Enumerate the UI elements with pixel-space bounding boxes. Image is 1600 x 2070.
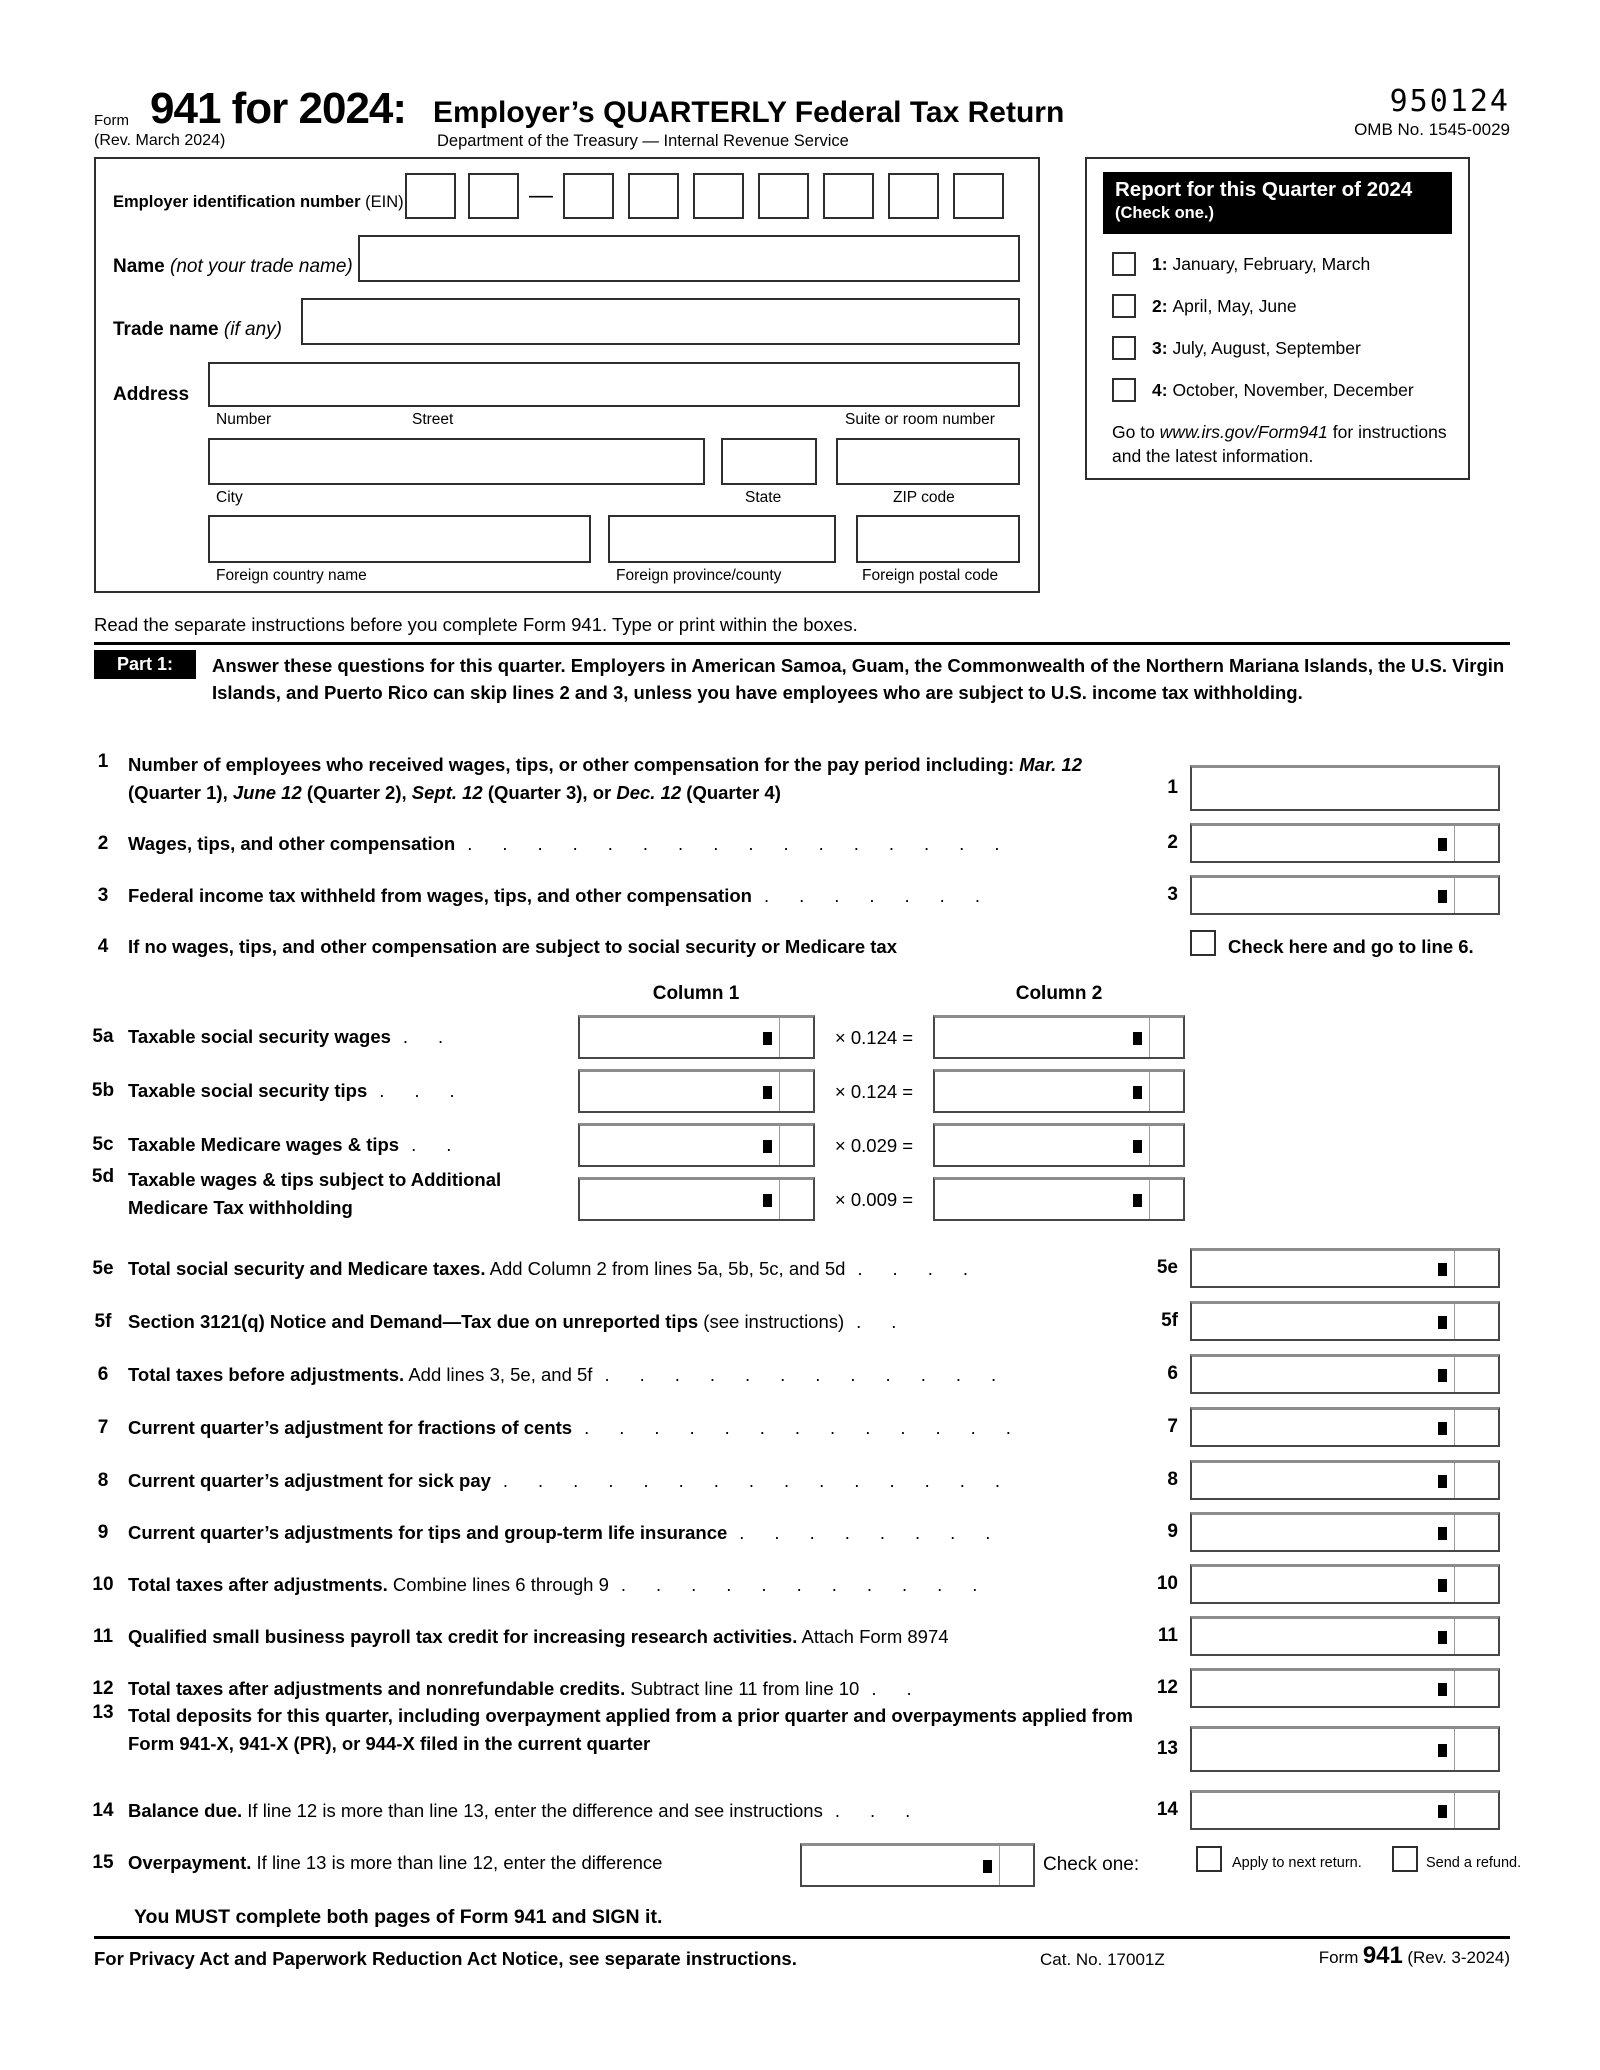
cents-divider	[1149, 1072, 1150, 1111]
decimal-point-mark	[1438, 1579, 1447, 1592]
decimal-point-mark	[1438, 1475, 1447, 1488]
name-label: Name (not your trade name)	[113, 256, 353, 277]
page-title: Employer’s QUARTERLY Federal Tax Return	[433, 96, 1065, 129]
line-5d-column2-box[interactable]	[933, 1177, 1185, 1221]
dot-leader: .............	[584, 1417, 1041, 1438]
decimal-point-mark	[1438, 1263, 1447, 1276]
line-5e-label: Total social security and Medicare taxes. Add Column 2 from lines 5a, 5b, 5c, and 5d ....	[128, 1258, 998, 1279]
dot-leader: ..	[871, 1678, 942, 1699]
line-15-apply-label: Apply to next return.	[1232, 1855, 1362, 1871]
quarter-goto: Go to www.irs.gov/Form941 for instructions and the latest information.	[1112, 422, 1447, 466]
line-7-number: 7	[97, 1417, 109, 1438]
foreign-province-input[interactable]	[608, 515, 836, 563]
line-9-number: 9	[97, 1522, 109, 1543]
column2-header: Column 2	[1015, 983, 1103, 1004]
line-9-label: Current quarter’s adjustments for tips and group-term life insurance ........	[128, 1522, 1021, 1543]
footer-form-id: Form 941 (Rev. 3-2024)	[1318, 1942, 1510, 1969]
line-15-check-one-label: Check one:	[1043, 1854, 1140, 1875]
omb-number: OMB No. 1545-0029	[1354, 120, 1510, 139]
cents-divider	[1149, 1018, 1150, 1057]
cents-divider	[1149, 1180, 1150, 1219]
line-5f-label: Section 3121(q) Notice and Demand—Tax due on unreported tips (see instructions) ..	[128, 1311, 927, 1332]
quarter-2-label: 2: April, May, June	[1152, 296, 1297, 316]
ein-box-2[interactable]	[468, 173, 519, 219]
line-13-amount-box[interactable]	[1190, 1726, 1500, 1772]
name-input[interactable]	[358, 235, 1020, 282]
read-instructions-line: Read the separate instructions before you complete Form 941. Type or print within the boxes.	[94, 614, 858, 635]
line-3-label: Federal income tax withheld from wages, tips, and other compensation .......	[128, 885, 1010, 906]
decimal-point-mark	[1133, 1194, 1142, 1207]
line-5c-multiplier: × 0.029 =	[834, 1135, 914, 1156]
cents-divider	[779, 1180, 780, 1219]
line-13-number-right: 13	[1156, 1738, 1178, 1759]
foreign-postal-input[interactable]	[856, 515, 1020, 563]
line-4-label: If no wages, tips, and other compensation are subject to social security or Medicare tax	[128, 936, 897, 957]
dot-leader: ........	[739, 1522, 1021, 1543]
line-11-amount-box[interactable]	[1190, 1616, 1500, 1656]
state-input[interactable]	[721, 438, 817, 485]
line-10-number: 10	[92, 1574, 114, 1595]
line-5d-label: Taxable wages & tips subject to Additional Medicare Tax withholding	[128, 1169, 502, 1218]
cents-divider	[1454, 1567, 1455, 1602]
dot-leader: .......	[763, 885, 1010, 906]
cents-divider	[1454, 1793, 1455, 1828]
decimal-point-mark	[983, 1860, 992, 1873]
line-5f-number: 5f	[94, 1311, 112, 1332]
decimal-point-mark	[1438, 1369, 1447, 1382]
line-14-number: 14	[92, 1800, 114, 1821]
cents-divider	[779, 1126, 780, 1165]
decimal-point-mark	[1438, 1422, 1447, 1435]
cents-divider	[1454, 1251, 1455, 1286]
line-10-label: Total taxes after adjustments. Combine lines 6 through 9 ...........	[128, 1574, 1008, 1595]
line-11-number: 11	[92, 1626, 114, 1647]
line-5c-number: 5c	[92, 1134, 114, 1155]
line-5a-label: Taxable social security wages ..	[128, 1026, 474, 1047]
line-5e-amount-box[interactable]	[1190, 1248, 1500, 1288]
decimal-point-mark	[1438, 1316, 1447, 1329]
sublabel-city: City	[216, 489, 243, 506]
decimal-point-mark	[763, 1194, 772, 1207]
line-5a-multiplier: × 0.124 =	[834, 1027, 914, 1048]
sublabel-number: Number	[216, 411, 272, 428]
sublabel-state: State	[745, 489, 782, 506]
dot-leader: ..	[402, 1026, 474, 1047]
ein-dash: —	[529, 182, 553, 209]
line-5a-column2-box[interactable]	[933, 1015, 1185, 1059]
dot-leader: ...............	[502, 1470, 1031, 1491]
address-street-input[interactable]	[208, 362, 1020, 407]
ein-box-4[interactable]	[628, 173, 679, 219]
line-2-number: 2	[97, 833, 109, 854]
line-6-label: Total taxes before adjustments. Add lines 3, 5e, and 5f ............	[128, 1364, 1027, 1385]
revision-date: (Rev. March 2024)	[94, 132, 226, 149]
decimal-point-mark	[763, 1032, 772, 1045]
quarter-3-checkbox[interactable]	[1112, 336, 1136, 360]
cents-divider	[1149, 1126, 1150, 1165]
line-14-label: Balance due. If line 12 is more than line 13, enter the difference and see instructions ...	[128, 1800, 941, 1821]
decimal-point-mark	[1438, 1527, 1447, 1540]
line-3-number-right: 3	[1167, 884, 1178, 905]
decimal-point-mark	[1438, 838, 1447, 851]
quarter-4-checkbox[interactable]	[1112, 378, 1136, 402]
form-word: Form	[94, 112, 129, 129]
line-1-amount-box[interactable]	[1190, 765, 1500, 811]
catalog-number: Cat. No. 17001Z	[1040, 1950, 1165, 1969]
line-12-number: 12	[92, 1678, 114, 1699]
city-input[interactable]	[208, 438, 705, 485]
line-4-check-label: Check here and go to line 6.	[1228, 936, 1474, 957]
part1-top-rule	[94, 642, 1510, 645]
cents-divider	[1454, 878, 1455, 913]
line-8-amount-box[interactable]	[1190, 1460, 1500, 1500]
line-7-amount-box[interactable]	[1190, 1407, 1500, 1447]
line-5f-number-right: 5f	[1161, 1310, 1178, 1331]
line-5c-label: Taxable Medicare wages & tips ..	[128, 1134, 482, 1155]
line-15-number: 15	[92, 1852, 114, 1873]
ein-box-3[interactable]	[563, 173, 614, 219]
decimal-point-mark	[1133, 1086, 1142, 1099]
line-7-label: Current quarter’s adjustment for fractions of cents .............	[128, 1417, 1041, 1438]
quarter-subtitle: (Check one.)	[1115, 204, 1215, 222]
line-8-number: 8	[97, 1470, 109, 1491]
ein-box-7[interactable]	[823, 173, 874, 219]
line-5b-column2-box[interactable]	[933, 1069, 1185, 1113]
dot-leader: ...	[379, 1080, 485, 1101]
line-2-label: Wages, tips, and other compensation ................	[128, 833, 1030, 854]
part1-badge: Part 1:	[94, 650, 196, 679]
cents-divider	[1454, 1515, 1455, 1550]
cents-divider	[999, 1846, 1000, 1885]
ein-box-8[interactable]	[888, 173, 939, 219]
line-5b-number: 5b	[91, 1080, 115, 1101]
line-15-refund-checkbox[interactable]	[1392, 1846, 1418, 1872]
line-5b-column1-box[interactable]	[578, 1069, 815, 1113]
department-line: Department of the Treasury — Internal Revenue Service	[437, 132, 849, 150]
line-3-amount-box[interactable]	[1190, 875, 1500, 915]
cents-divider	[1454, 1619, 1455, 1654]
line-5a-number: 5a	[92, 1026, 114, 1047]
ein-box-5[interactable]	[693, 173, 744, 219]
line-5d-column1-box[interactable]	[578, 1177, 815, 1221]
trade-name-label: Trade name (if any)	[113, 319, 282, 340]
ein-box-9[interactable]	[953, 173, 1004, 219]
address-label: Address	[113, 384, 190, 405]
decimal-point-mark	[1438, 1631, 1447, 1644]
sublabel-foreign-province: Foreign province/county	[616, 567, 782, 584]
line-6-number-right: 6	[1167, 1363, 1178, 1384]
line-15-label: Overpayment. If line 13 is more than line 12, enter the difference	[128, 1852, 663, 1873]
quarter-1-checkbox[interactable]	[1112, 252, 1136, 276]
decimal-point-mark	[1438, 1744, 1447, 1757]
zip-input[interactable]	[836, 438, 1020, 485]
line-5c-column1-box[interactable]	[578, 1123, 815, 1167]
quarter-4-label: 4: October, November, December	[1152, 380, 1414, 400]
line-8-number-right: 8	[1167, 1469, 1178, 1490]
quarter-title: Report for this Quarter of 2024	[1115, 178, 1413, 201]
line-15-refund-label: Send a refund.	[1426, 1855, 1522, 1871]
line-7-number-right: 7	[1167, 1416, 1178, 1437]
dot-leader: ...	[834, 1800, 941, 1821]
line-5e-number-right: 5e	[1156, 1257, 1178, 1278]
cents-divider	[1454, 1304, 1455, 1339]
ein-label: Employer identification number (EIN)	[113, 193, 404, 211]
cents-divider	[1454, 1671, 1455, 1706]
sublabel-suite: Suite or room number	[845, 411, 995, 428]
quarter-1-label: 1: January, February, March	[1152, 254, 1371, 274]
line-5f-amount-box[interactable]	[1190, 1301, 1500, 1341]
line-12-label: Total taxes after adjustments and nonrefundable credits. Subtract line 11 from line 10 ..	[128, 1678, 942, 1699]
quarter-3-label: 3: July, August, September	[1152, 338, 1361, 358]
line-15-amount-box[interactable]	[800, 1843, 1035, 1887]
line-4-number: 4	[97, 936, 109, 957]
sublabel-zip: ZIP code	[893, 489, 955, 506]
cents-divider	[1454, 1463, 1455, 1498]
line-2-number-right: 2	[1167, 832, 1178, 853]
line-14-amount-box[interactable]	[1190, 1790, 1500, 1830]
line-1-number-right: 1	[1167, 777, 1178, 798]
line-15-apply-checkbox[interactable]	[1196, 1846, 1222, 1872]
line-10-number-right: 10	[1156, 1573, 1178, 1594]
cents-divider	[1454, 826, 1455, 861]
doc-code: 950124	[1389, 84, 1510, 119]
line-6-amount-box[interactable]	[1190, 1354, 1500, 1394]
decimal-point-mark	[763, 1086, 772, 1099]
trade-name-input[interactable]	[301, 298, 1020, 345]
line-5d-number: 5d	[91, 1166, 115, 1187]
decimal-point-mark	[1438, 1805, 1447, 1818]
cents-divider	[779, 1072, 780, 1111]
dot-leader: ..	[411, 1134, 482, 1155]
irs-form941-link[interactable]: www.irs.gov/Form941	[1159, 422, 1328, 442]
dot-leader: ...........	[620, 1574, 1008, 1595]
dot-leader: ..	[856, 1311, 927, 1332]
foreign-country-input[interactable]	[208, 515, 591, 563]
line-5b-multiplier: × 0.124 =	[834, 1081, 914, 1102]
dot-leader: ............	[604, 1364, 1027, 1385]
line-13-label: Total deposits for this quarter, including overpayment applied from a prior quarter and overpayments applied from Form 941-X, 941-X (PR), or 944-X filed in the current quarter	[128, 1705, 1133, 1754]
form-number-title: 941 for 2024:	[150, 84, 407, 133]
ein-box-1[interactable]	[405, 173, 456, 219]
line-12-number-right: 12	[1156, 1677, 1178, 1698]
line-9-number-right: 9	[1167, 1521, 1178, 1542]
cents-divider	[1454, 1357, 1455, 1392]
part1-heading: Answer these questions for this quarter. Employers in American Samoa, Guam, the Commonwealth of the Northern Mariana Islands, the U.S. Virgin Islands, and Puerto Rico can skip lines 2 and 3, unless you have employees who are subject to U.S. income tax withholding.	[212, 655, 1505, 703]
line-5b-label: Taxable social security tips ...	[128, 1080, 485, 1101]
line-5c-column2-box[interactable]	[933, 1123, 1185, 1167]
line-1-label: Number of employees who received wages, tips, or other compensation for the pay period including: Mar. 12 (Quarter 1), June 12 (Quarter 2), Sept. 12 (Quarter 3), or Dec. 12 (Quarter 4)	[128, 754, 1082, 803]
decimal-point-mark	[763, 1140, 772, 1153]
line-2-amount-box[interactable]	[1190, 823, 1500, 863]
privacy-act-note: For Privacy Act and Paperwork Reduction Act Notice, see separate instructions.	[94, 1948, 797, 1969]
line-5a-column1-box[interactable]	[578, 1015, 815, 1059]
line-13-number: 13	[92, 1702, 114, 1723]
sublabel-foreign-country: Foreign country name	[216, 567, 367, 584]
line-8-label: Current quarter’s adjustment for sick pay ...............	[128, 1470, 1031, 1491]
ein-box-6[interactable]	[758, 173, 809, 219]
line-12-amount-box[interactable]	[1190, 1668, 1500, 1708]
line-14-number-right: 14	[1156, 1799, 1178, 1820]
decimal-point-mark	[1438, 890, 1447, 903]
line-5e-number: 5e	[92, 1258, 114, 1279]
line-6-number: 6	[97, 1364, 109, 1385]
dot-leader: ................	[467, 833, 1030, 854]
cents-divider	[1454, 1729, 1455, 1770]
dot-leader: ....	[857, 1258, 998, 1279]
sublabel-street: Street	[412, 411, 454, 428]
cents-divider	[779, 1018, 780, 1057]
decimal-point-mark	[1133, 1140, 1142, 1153]
decimal-point-mark	[1438, 1683, 1447, 1696]
quarter-box-header	[1103, 172, 1452, 234]
line-3-number: 3	[97, 885, 109, 906]
line-10-amount-box[interactable]	[1190, 1564, 1500, 1604]
sublabel-foreign-postal: Foreign postal code	[862, 567, 999, 584]
line-11-number-right: 11	[1157, 1625, 1178, 1646]
column1-header: Column 1	[652, 983, 740, 1004]
line-4-checkbox[interactable]	[1190, 930, 1216, 956]
cents-divider	[1454, 1410, 1455, 1445]
must-sign-note: You MUST complete both pages of Form 941 and SIGN it.	[134, 1906, 663, 1928]
decimal-point-mark	[1133, 1032, 1142, 1045]
quarter-2-checkbox[interactable]	[1112, 294, 1136, 318]
footer-rule	[94, 1936, 1510, 1939]
line-1-number: 1	[97, 751, 109, 772]
line-5d-multiplier: × 0.009 =	[834, 1189, 914, 1210]
line-11-label: Qualified small business payroll tax credit for increasing research activities. Attach Form 8974	[128, 1626, 949, 1647]
line-9-amount-box[interactable]	[1190, 1512, 1500, 1552]
